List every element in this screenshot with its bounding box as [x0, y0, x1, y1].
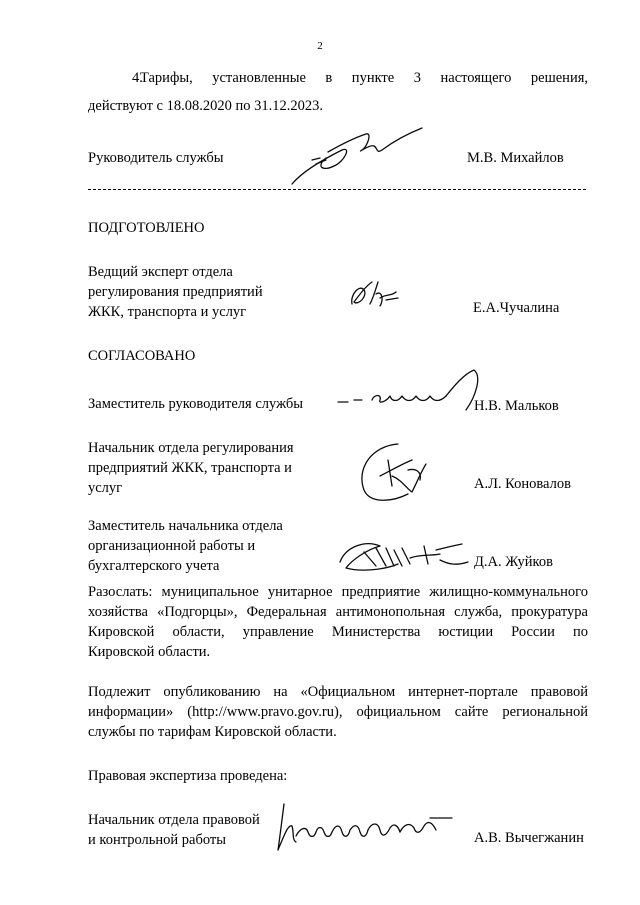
head-signature [282, 122, 432, 192]
prepared-position-line: ЖКК, транспорта и услуг [88, 304, 247, 320]
tariffs-text: Тарифы, установленные в пункте 3 настоящего решения, [140, 70, 588, 86]
deputy-dept-head-name: Д.А. Жуйков [474, 554, 553, 570]
legal-review-position [88, 810, 260, 850]
legal-review-name: А.В. Вычегжанин [474, 830, 584, 846]
tariffs-line-2: действуют с 18.08.2020 по 31.12.2023. [88, 98, 323, 114]
agreed-heading: СОГЛАСОВАНО [88, 348, 196, 364]
legal-review-heading: Правовая экспертиза проведена: [88, 768, 288, 784]
distribution-paragraph [88, 582, 588, 662]
dept-head-position [88, 438, 294, 498]
deputy-dept-head-position [88, 516, 283, 576]
tariffs-paragraph [88, 64, 588, 120]
page-number: 2 [317, 40, 323, 52]
publication-line: информации» (http://www.pravo.gov.ru), официальном сайте региональной [88, 704, 588, 720]
prepared-signature [346, 276, 406, 316]
deputy-head-signature [336, 366, 486, 416]
legal-review-position-line: и контрольной работы [88, 832, 226, 848]
prepared-position-line: Ведщий эксперт отдела [88, 264, 233, 280]
dept-head-signature [352, 440, 442, 510]
deputy-head-name: Н.В. Мальков [474, 398, 559, 414]
deputy-dept-head-position-line: бухгалтерского учета [88, 558, 220, 574]
separator-line [88, 189, 586, 190]
deputy-dept-head-position-line: организационной работы и [88, 538, 256, 554]
tariffs-line-1 [88, 64, 588, 92]
paragraph-number: 4. [132, 70, 143, 86]
prepared-name: Е.А.Чучалина [473, 300, 560, 316]
distribution-line: Кировской области, управление Министерства юстиции России по [88, 624, 588, 640]
distribution-line: хозяйства «Подгорцы», Федеральная антимонопольная служба, прокуратура [88, 604, 588, 620]
publication-line: службы по тарифам Кировской области. [88, 724, 337, 740]
distribution-line: Разослать: муниципальное унитарное предприятие жилищно-коммунального [88, 584, 588, 600]
legal-review-signature [270, 796, 460, 856]
publication-line: Подлежит опубликованию на «Официальном интернет-портале правовой [88, 684, 588, 700]
dept-head-position-line: предприятий ЖКК, транспорта и [88, 460, 292, 476]
deputy-dept-head-signature [336, 532, 476, 582]
prepared-position-line: регулирования предприятий [88, 284, 263, 300]
prepared-position [88, 262, 263, 322]
distribution-line: Кировской области. [88, 644, 211, 660]
deputy-dept-head-position-line: Заместитель начальника отдела [88, 518, 283, 534]
dept-head-position-line: Начальник отдела регулирования [88, 440, 294, 456]
prepared-heading: ПОДГОТОВЛЕНО [88, 220, 205, 236]
dept-head-position-line: услуг [88, 480, 123, 496]
deputy-head-position: Заместитель руководителя службы [88, 396, 304, 412]
dept-head-name: А.Л. Коновалов [474, 476, 571, 492]
head-position: Руководитель службы [88, 150, 224, 166]
publication-paragraph [88, 682, 588, 742]
legal-review-position-line: Начальник отдела правовой [88, 812, 260, 828]
head-name: М.В. Михайлов [467, 150, 564, 166]
